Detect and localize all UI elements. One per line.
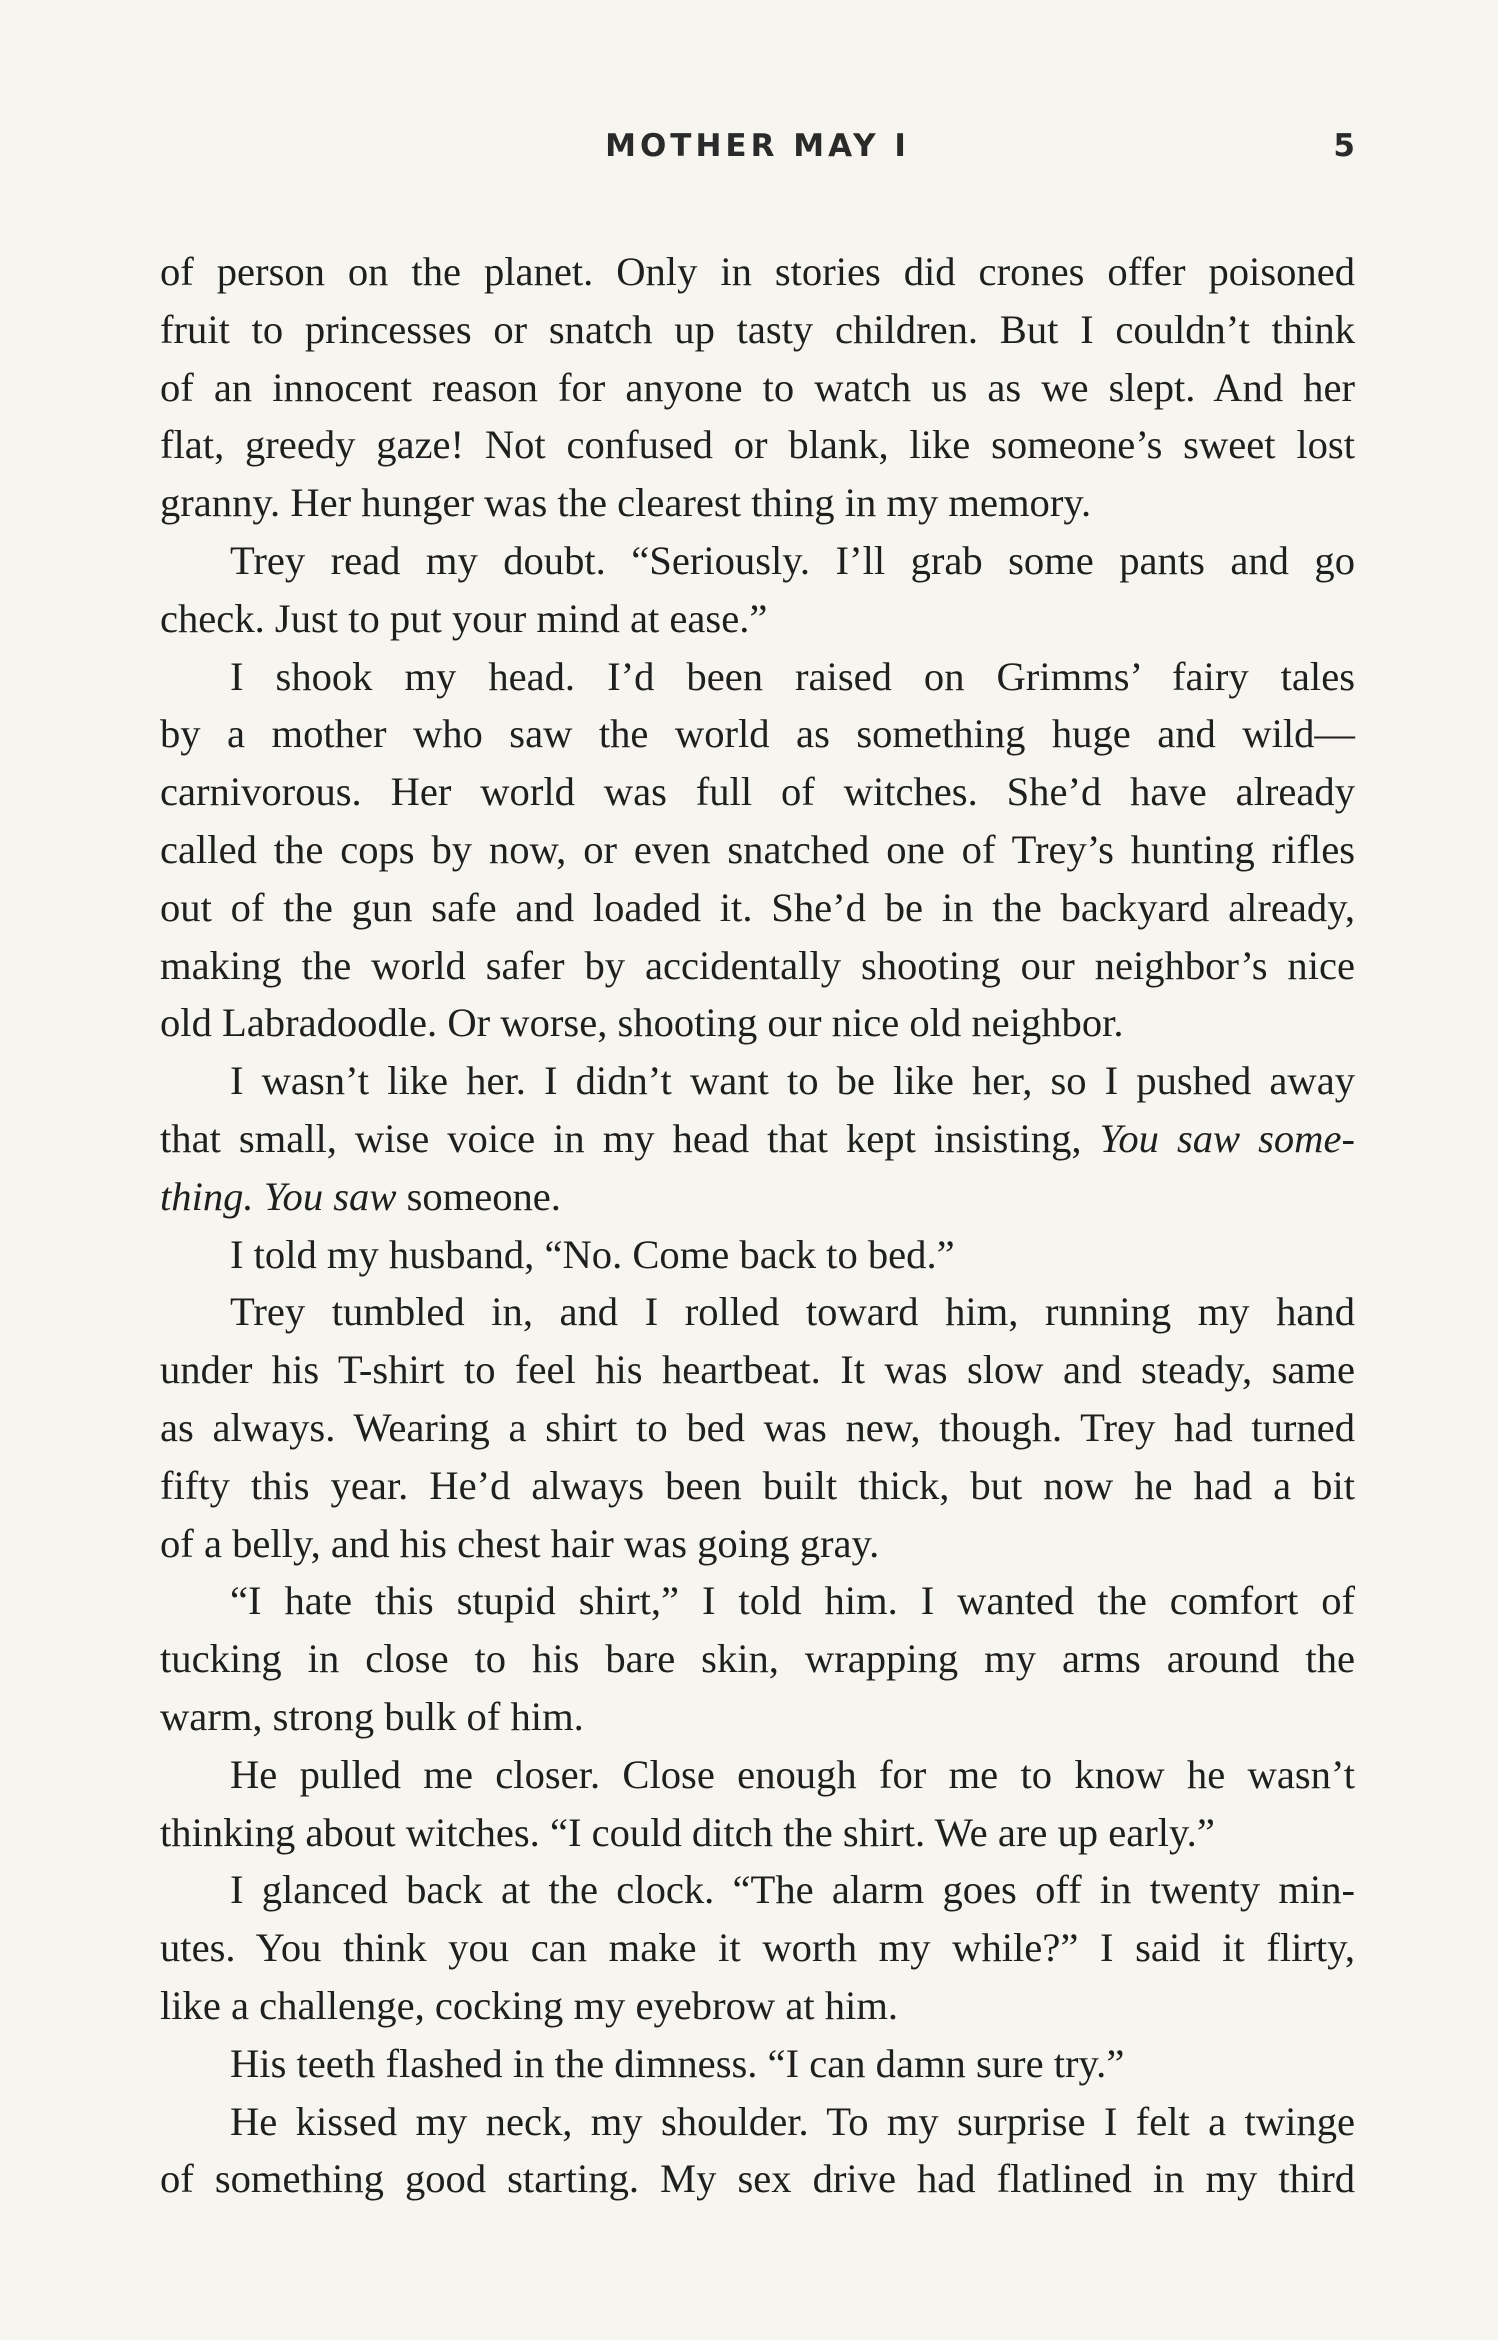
text-line (160, 648, 1355, 706)
running-title: MOTHER MAY I (605, 128, 910, 164)
text-line (160, 1688, 1355, 1746)
text-segment: I glanced back at the clock. “The alarm goes off in twenty min- (230, 1867, 1355, 1913)
running-head (160, 128, 1355, 168)
text-line (160, 1226, 1355, 1284)
text-segment: that small, wise voice in my head that kept insisting, (160, 1115, 1100, 1161)
text-segment: tucking in close to his bare skin, wrapping my arms around the (160, 1636, 1355, 1682)
text-line (160, 1746, 1355, 1804)
text-segment: by a mother who saw the world as something huge and wild— (160, 711, 1355, 757)
text-line (160, 359, 1355, 417)
text-line (160, 590, 1355, 648)
text-segment: fifty this year. He’d always been built thick, but now he had a bit (160, 1462, 1355, 1508)
text-line (160, 2035, 1355, 2093)
text-line (160, 2093, 1355, 2151)
text-line (160, 1919, 1355, 1977)
text-line (160, 705, 1355, 763)
text-line (160, 1804, 1355, 1862)
text-segment: His teeth flashed in the dimness. “I can damn sure try.” (230, 2040, 1125, 2086)
text-segment: “I hate this stupid shirt,” I told him. I wanted the comfort of (230, 1578, 1355, 1624)
text-segment: of person on the planet. Only in stories did crones offer poisoned (160, 249, 1355, 294)
text-segment: old Labradoodle. Or worse, shooting our nice old neighbor. (160, 1000, 1124, 1046)
text-segment: called the cops by now, or even snatched one of Trey’s hunting rifles (160, 826, 1355, 872)
text-line (160, 416, 1355, 474)
text-segment: warm, strong bulk of him. (160, 1693, 584, 1739)
text-line (160, 994, 1355, 1052)
text-segment: utes. You think you can make it worth my while?” I said it flirty, (160, 1925, 1355, 1971)
text-segment: as always. Wearing a shirt to bed was new, though. Trey had turned (160, 1404, 1355, 1450)
text-segment: Trey tumbled in, and I rolled toward him, running my hand (230, 1289, 1355, 1335)
text-segment: of a belly, and his chest hair was going gray. (160, 1520, 880, 1566)
text-line (160, 1168, 1355, 1226)
body-text (160, 243, 1355, 2208)
text-segment: granny. Her hunger was the clearest thing in my memory. (160, 480, 1092, 526)
text-line (160, 532, 1355, 590)
text-line (160, 1630, 1355, 1688)
text-segment: under his T-shirt to feel his heartbeat. It was slow and steady, same (160, 1347, 1355, 1393)
text-segment: of an innocent reason for anyone to watch us as we slept. And her (160, 364, 1355, 410)
text-segment: fruit to princesses or snatch up tasty children. But I couldn’t think (160, 306, 1355, 352)
text-line (160, 1341, 1355, 1399)
page-number: 5 (1333, 128, 1355, 164)
italic-text: thing. You saw (160, 1173, 397, 1219)
text-segment: carnivorous. Her world was full of witches. She’d have already (160, 769, 1355, 815)
text-line (160, 1052, 1355, 1110)
text-segment: He kissed my neck, my shoulder. To my surprise I felt a twinge (230, 2098, 1355, 2144)
text-line (160, 763, 1355, 821)
text-segment: someone. (396, 1173, 561, 1219)
text-line (160, 2150, 1355, 2208)
text-line (160, 1572, 1355, 1630)
text-segment: I told my husband, “No. Come back to bed.” (230, 1231, 955, 1277)
text-segment: I wasn’t like her. I didn’t want to be like her, so I pushed away (230, 1058, 1355, 1104)
text-line (160, 1399, 1355, 1457)
text-line (160, 301, 1355, 359)
text-segment: check. Just to put your mind at ease.” (160, 595, 768, 641)
text-segment: I shook my head. I’d been raised on Grimms’ fairy tales (230, 653, 1355, 699)
text-segment: making the world safer by accidentally shooting our neighbor’s nice (160, 942, 1355, 988)
text-segment: flat, greedy gaze! Not confused or blank, like someone’s sweet lost (160, 422, 1355, 468)
text-line (160, 821, 1355, 879)
text-segment: He pulled me closer. Close enough for me to know he wasn’t (230, 1751, 1355, 1797)
text-segment: out of the gun safe and loaded it. She’d be in the backyard already, (160, 884, 1355, 930)
text-line (160, 1110, 1355, 1168)
text-line (160, 879, 1355, 937)
text-line (160, 474, 1355, 532)
text-segment: Trey read my doubt. “Seriously. I’ll grab some pants and go (230, 537, 1355, 583)
text-line (160, 1515, 1355, 1573)
text-segment: like a challenge, cocking my eyebrow at him. (160, 1982, 899, 2028)
text-line (160, 1977, 1355, 2035)
text-segment: thinking about witches. “I could ditch the shirt. We are up early.” (160, 1809, 1215, 1855)
text-line (160, 1861, 1355, 1919)
text-line (160, 937, 1355, 995)
text-line (160, 1457, 1355, 1515)
text-line (160, 243, 1355, 301)
text-line (160, 1283, 1355, 1341)
italic-text: You saw some- (1099, 1115, 1355, 1161)
text-segment: of something good starting. My sex drive had flatlined in my third (160, 2156, 1355, 2202)
